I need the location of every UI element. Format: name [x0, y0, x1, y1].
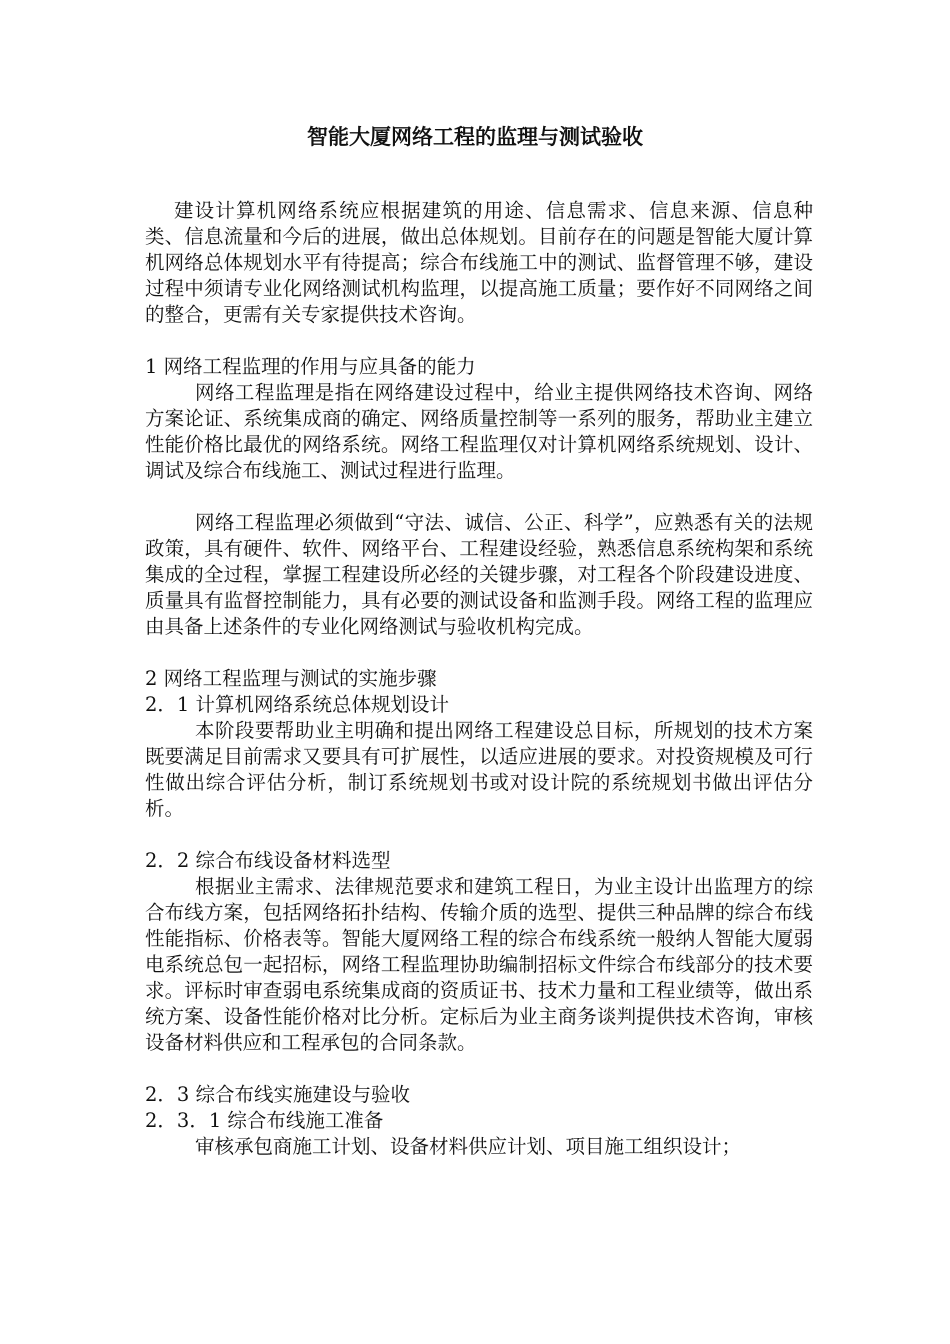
section-2-heading: 2 网络工程监理与测试的实施步骤 [145, 667, 437, 690]
section-2-1-paragraph: 本阶段要帮助业主明确和提出网络工程建设总目标，所规划的技术方案既要满足目前需求又要具有可扩展性，以适应进展的要求。对投资规模及可行性做出综合评估分析，制订系统规划书或对设计院的系统规划书做出评估分析。 [145, 719, 813, 820]
section-2-2-heading: 2．2 综合布线设备材料选型 [145, 849, 391, 872]
spacer [145, 640, 813, 666]
spacer [145, 328, 813, 354]
spacer [145, 1056, 813, 1082]
section-2-1-heading: 2．1 计算机网络系统总体规划设计 [145, 693, 450, 716]
document-title: 智能大厦网络工程的监理与测试验收 [307, 124, 643, 149]
document-body [145, 198, 813, 1160]
section-2-3-1-paragraph: 审核承包商施工计划、设备材料供应计划、项目施工组织设计； [195, 1135, 742, 1158]
section-2-2-paragraph: 根据业主需求、法律规范要求和建筑工程日，为业主设计出监理方的综合布线方案，包括网络拓扑结构、传输介质的选型、提供三种品牌的综合布线性能指标、价格表等。智能大厦网络工程的综合布线系统一般纳人智能大厦弱电系统总包一起招标，网络工程监理协助编制招标文件综合布线部分的技术要求。评标时审查弱电系统集成商的资质证书、技术力量和工程业绩等，做出系统方案、设备性能价格对比分析。定标后为业主商务谈判提供技术咨询，审核设备材料供应和工程承包的合同条款。 [145, 875, 813, 1054]
section-1-paragraph-2: 网络工程监理必须做到“守法、诚信、公正、科学”，应熟悉有关的法规政策，具有硬件、软件、网络平台、工程建设经验，熟悉信息系统构架和系统集成的全过程，掌握工程建设所必经的关键步骤，对工程各个阶段建设进度、质量具有监督控制能力，具有必要的测试设备和监测手段。网络工程的监理应由具备上述条件的专业化网络测试与验收机构完成。 [145, 511, 813, 638]
intro-paragraph: 建设计算机网络系统应根据建筑的用途、信息需求、信息来源、信息种类、信息流量和今后的进展，做出总体规划。目前存在的问题是智能大厦计算机网络总体规划水平有待提高；综合布线施工中的测试、监督管理不够，建设过程中须请专业化网络测试机构监理，以提高施工质量；要作好不同网络之间的整合，更需有关专家提供技术咨询。 [145, 199, 813, 326]
section-1-paragraph-1: 网络工程监理是指在网络建设过程中，给业主提供网络技术咨询、网络方案论证、系统集成商的确定、网络质量控制等一系列的服务，帮助业主建立性能价格比最优的网络系统。网络工程监理仅对计算机网络系统规划、设计、调试及综合布线施工、测试过程进行监理。 [145, 381, 813, 482]
spacer [145, 484, 813, 510]
section-1-heading: 1 网络工程监理的作用与应具备的能力 [145, 355, 476, 378]
section-2-3-1-heading: 2．3．1 综合布线施工准备 [145, 1109, 384, 1132]
section-2-3-heading: 2．3 综合布线实施建设与验收 [145, 1083, 411, 1106]
spacer [145, 822, 813, 848]
